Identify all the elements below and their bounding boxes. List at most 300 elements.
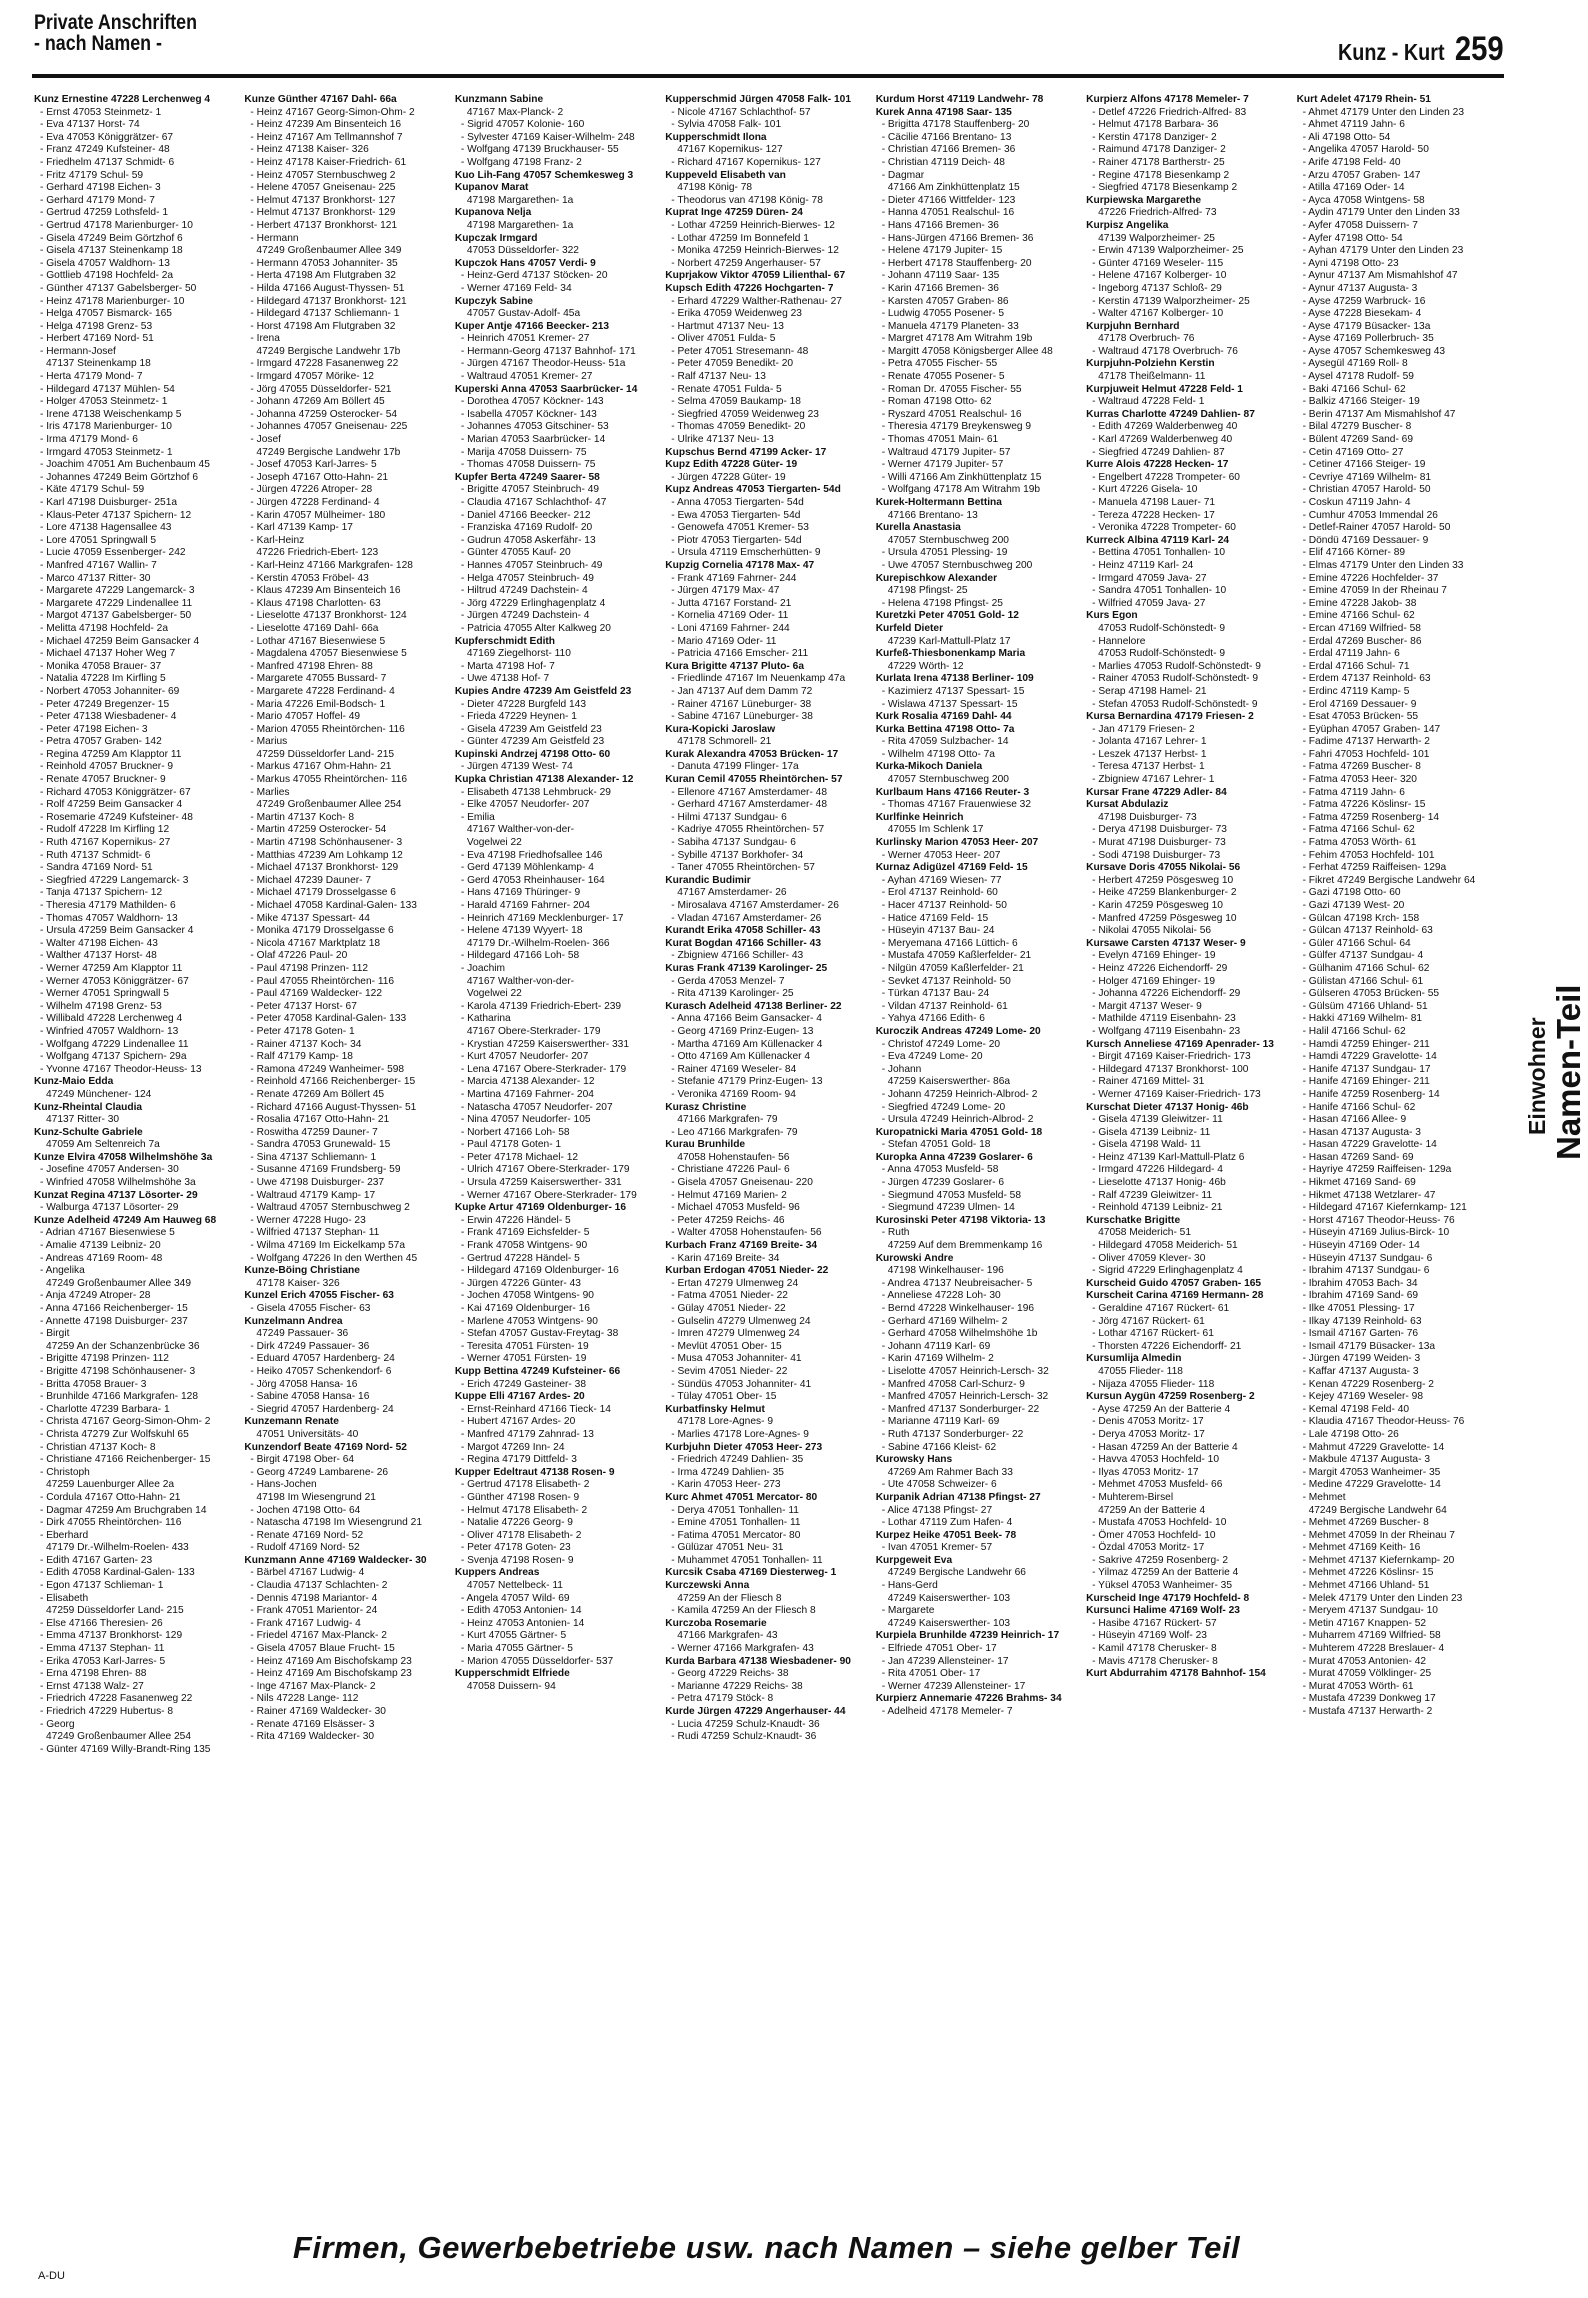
directory-entry-heading: Kupke Artur 47169 Oldenburger- 16 [454, 1202, 627, 1214]
directory-entry-heading: Kuppers Andreas [454, 1567, 540, 1579]
directory-entry: - Detlef-Rainer 47057 Harold- 50 [1302, 522, 1451, 534]
directory-entry: - Erdem 47137 Reinhold- 63 [1302, 673, 1431, 685]
directory-entry-heading: Kunzat Regina 47137 Lösorter- 29 [34, 1189, 198, 1201]
directory-entry: - Lothar 47259 Heinrich-Bierwes- 12 [671, 219, 835, 231]
directory-entry: - Mehmet [1302, 1491, 1346, 1503]
directory-entry: - Martha 47169 Am Küllenacker 4 [671, 1038, 823, 1050]
directory-entry: - Norbert 47166 Loh- 58 [460, 1126, 570, 1138]
directory-entry: - Werner 47053 Heer- 207 [881, 849, 1001, 861]
directory-entry: - Friedrich 47249 Dahlien- 35 [671, 1454, 804, 1466]
directory-entry-heading: Kurfeld Dieter [875, 622, 944, 634]
directory-entry-heading: Kunzel Erich 47055 Fischer- 63 [244, 1290, 394, 1302]
directory-entry: 47166 Markgrafen- 79 [677, 1114, 778, 1126]
directory-entry: 47269 Am Rahmer Bach 33 [887, 1466, 1013, 1478]
directory-entry-heading: Kurandic Budimir [665, 874, 751, 886]
directory-entry: - Ralf 47239 Gleiwitzer- 11 [1092, 1189, 1212, 1201]
directory-entry: - Jörg 47058 Hansa- 16 [250, 1378, 358, 1390]
directory-entry: - Aynur 47137 Augusta- 3 [1302, 282, 1418, 294]
directory-entry: - Edith 47167 Garten- 23 [40, 1554, 153, 1566]
directory-entry: - Reinhold 47057 Bruckner- 9 [40, 761, 174, 773]
directory-entry: - Gisela 47198 Wald- 11 [1092, 1139, 1201, 1151]
directory-entry: - Wilfried 47137 Stephan- 11 [250, 1227, 380, 1239]
directory-entry-heading: Kurowsky Hans [875, 1454, 953, 1466]
directory-entry: - Renate 47051 Fulda- 5 [671, 383, 782, 395]
directory-entry: - Helmut 47178 Elisabeth- 2 [460, 1504, 588, 1516]
directory-entry: - Erdal 47269 Buscher- 86 [1302, 635, 1422, 647]
directory-entry: Vogelwei 22 [466, 988, 522, 1000]
directory-entry-heading: Kupinski Andrzej 47198 Otto- 60 [454, 748, 611, 760]
directory-entry: - Derya 47053 Moritz- 17 [1092, 1428, 1205, 1440]
directory-entry: 47166 Brentano- 13 [887, 509, 978, 521]
directory-entry-heading: Kurdum Horst 47119 Landwehr- 78 [875, 94, 1044, 105]
directory-entry: - Manfred 47198 Ehren- 88 [250, 660, 373, 672]
directory-entry: - Ali 47198 Otto- 54 [1302, 131, 1391, 143]
directory-entry: - Veronika 47169 Room- 94 [671, 1088, 796, 1100]
directory-entry: - Otto 47169 Am Küllenacker 4 [671, 1051, 811, 1063]
directory-entry: - Ilke 47051 Plessing- 17 [1302, 1303, 1415, 1314]
directory-entry-heading: Kupanova Nelja [454, 207, 532, 219]
directory-entry: - Ilyas 47053 Moritz- 17 [1092, 1466, 1199, 1478]
directory-entry: - Engelbert 47228 Trompeter- 60 [1092, 471, 1240, 483]
directory-entry-heading: Kuprat Inge 47259 Düren- 24 [665, 207, 803, 219]
directory-entry: - Peter 47198 Eichen- 3 [40, 723, 148, 735]
directory-entry: - Edith 47053 Antonien- 14 [460, 1605, 582, 1617]
directory-entry: - Werner 47167 Obere-Sterkrader- 179 [460, 1189, 637, 1201]
directory-entry: - Hans-Jochen [250, 1479, 317, 1491]
directory-entry-heading: Kurpjuhn Bernhard [1086, 320, 1180, 332]
directory-entry: - Wolfgang 47139 Bruckhauser- 55 [460, 144, 619, 156]
directory-entry: - Manfred 47057 Heinrich-Lersch- 32 [881, 1391, 1049, 1403]
directory-entry-heading: Kuperski Anna 47053 Saarbrücker- 14 [454, 383, 638, 395]
directory-entry: - Fadime 47137 Herwarth- 2 [1302, 736, 1430, 748]
directory-entry: - Inge 47167 Max-Planck- 2 [250, 1680, 376, 1692]
directory-entry: 47169 Ziegelhorst- 110 [466, 648, 571, 660]
directory-entry: - Fatma 47166 Schul- 62 [1302, 824, 1415, 836]
directory-entry: - Egon 47137 Schlieman- 1 [40, 1580, 164, 1592]
directory-entry: - Michael 47137 Hoher Weg 7 [40, 648, 176, 660]
directory-entry: - Sandra 47053 Grunewald- 15 [250, 1139, 391, 1151]
directory-entry: - Gazi 47139 West- 20 [1302, 900, 1405, 911]
directory-entry: - Irmgard 47057 Mörike- 12 [250, 371, 374, 383]
directory-entry-heading: Kursar Frane 47229 Adler- 84 [1086, 786, 1227, 798]
directory-entry: - Walburga 47137 Lösorter- 29 [40, 1202, 179, 1214]
directory-entry: - Günter 47239 Am Geistfeld 23 [460, 736, 605, 748]
directory-entry: - Fahri 47053 Hochfeld- 101 [1302, 748, 1430, 760]
directory-entry: - Gülüzar 47051 Neu- 31 [671, 1542, 784, 1554]
directory-entry: - Irmgard 47226 Hildegard- 4 [1092, 1164, 1223, 1176]
directory-entry: - Hüseyin 47137 Bau- 24 [881, 925, 995, 937]
directory-entry: - Ertan 47279 Ulmenweg 24 [671, 1277, 799, 1289]
directory-entry: - Werner 47051 Fürsten- 19 [460, 1353, 587, 1365]
directory-entry: - Natalie 47226 Georg- 9 [460, 1517, 573, 1529]
directory-entry-heading: Kupka Christian 47138 Alexander- 12 [454, 774, 634, 786]
directory-entry: - Herta 47198 Am Flutgraben 32 [250, 270, 396, 282]
directory-entry: 47178 Overbruch- 76 [1098, 333, 1195, 345]
directory-entry: - Johannes 47057 Gneisenau- 225 [250, 421, 408, 433]
directory-entry: - Aysegül 47169 Roll- 8 [1302, 358, 1408, 370]
directory-entry: - Thomas 47059 Benedikt- 20 [671, 421, 806, 433]
directory-entry: - Sigrid 47229 Erlinghagenplatz 4 [1092, 1265, 1243, 1277]
directory-entry: - Johannes 47053 Gitschiner- 53 [460, 421, 609, 433]
directory-entry: - Heinz 47226 Eichendorff- 29 [1092, 962, 1228, 974]
directory-entry: - Sabine 47058 Hansa- 16 [250, 1391, 370, 1403]
directory-entry: - Halil 47166 Schul- 62 [1302, 1025, 1406, 1037]
directory-entry: - Margarete 47055 Bussard- 7 [250, 673, 387, 685]
directory-entry: - Manfred 47167 Wallin- 7 [40, 559, 157, 571]
directory-entry: - Lore 47051 Springwall 5 [40, 534, 157, 546]
directory-entry: - Erdal 47166 Schul- 71 [1302, 660, 1410, 672]
directory-entry: - Wilfried 47059 Java- 27 [1092, 597, 1206, 609]
directory-entry: - Aynur 47137 Am Mismahlshof 47 [1302, 270, 1458, 282]
directory-entry: - Norbert 47259 Angerhauser- 57 [671, 257, 821, 269]
directory-entry-heading: Kupper Edeltraut 47138 Rosen- 9 [454, 1466, 615, 1478]
directory-entry: - Ismail 47179 Büsacker- 13a [1302, 1340, 1436, 1352]
directory-entry: - Mehmet 47166 Uhland- 51 [1302, 1580, 1430, 1592]
directory-entry: - Alice 47138 Pfingst- 27 [881, 1504, 993, 1516]
directory-entry-heading: Kuo Lih-Fang 47057 Schemkesweg 3 [454, 169, 634, 181]
directory-entry: - Hamdi 47229 Gravelotte- 14 [1302, 1051, 1437, 1063]
directory-entry: - Oliver 47051 Fulda- 5 [671, 333, 776, 345]
directory-entry: - Thomas 47057 Waldhorn- 13 [40, 912, 178, 924]
directory-entry: - Christiane 47226 Paul- 6 [671, 1164, 790, 1176]
directory-entry: 47249 Kaiserswerther- 103 [887, 1617, 1011, 1629]
directory-entry: - Metin 47167 Knappen- 52 [1302, 1617, 1427, 1629]
directory-entry: - Amalie 47139 Leibniz- 20 [40, 1240, 161, 1252]
directory-entry: - Werner 47239 Allensteiner- 17 [881, 1680, 1026, 1692]
directory-entry: - Emma 47137 Stephan- 11 [40, 1643, 165, 1655]
directory-entry: - Ramona 47249 Wanheimer- 598 [250, 1063, 405, 1075]
directory-entry: - Hikmet 47169 Sand- 69 [1302, 1177, 1416, 1189]
directory-entry: - Josef [250, 434, 281, 446]
directory-entry-heading: Kurandt Erika 47058 Schiller- 43 [665, 925, 821, 937]
directory-entry: - Friedel 47167 Max-Planck- 2 [250, 1630, 387, 1642]
directory-entry: - Helene 47139 Wyyert- 18 [460, 925, 583, 937]
directory-entry: 47053 Düsseldorfer- 322 [466, 245, 579, 257]
directory-entry: - Friedhelm 47137 Schmidt- 6 [40, 156, 175, 168]
directory-entry: - Irene 47138 Weischenkamp 5 [40, 408, 182, 420]
directory-entry: - Annette 47198 Duisburger- 237 [40, 1315, 188, 1327]
directory-entry: 47137 Ritter- 30 [46, 1114, 120, 1126]
directory-entry: - Mirosalava 47167 Amsterdamer- 26 [671, 900, 839, 911]
directory-entry: - Nina 47057 Neudorfer- 105 [460, 1114, 591, 1126]
directory-entry: - Friedrich 47229 Hubertus- 8 [40, 1706, 174, 1717]
directory-entry: - Hamdi 47259 Ehinger- 211 [1302, 1038, 1430, 1050]
directory-entry: - Hanife 47166 Schul- 62 [1302, 1101, 1416, 1113]
directory-entry: - Heinz 47167 Georg-Simon-Ohm- 2 [250, 106, 415, 118]
directory-entry-heading: Kurpjuweit Helmut 47228 Feld- 1 [1086, 383, 1243, 395]
directory-entry: - Svenja 47198 Rosen- 9 [460, 1554, 574, 1566]
directory-entry: - Günter 47169 Weseler- 115 [1092, 257, 1224, 269]
directory-entry: - Jürgen 47179 Max- 47 [671, 585, 780, 597]
directory-entry: - Fatma 47053 Heer- 320 [1302, 774, 1417, 786]
directory-entry: - Ibrahim 47169 Sand- 69 [1302, 1290, 1419, 1302]
directory-entry: - Sandra 47169 Nord- 51 [40, 862, 153, 874]
directory-entry-heading: Kunze Adelheid 47249 Am Hauweg 68 [34, 1214, 217, 1226]
directory-entry: - Ayse 47057 Schemkesweg 43 [1302, 345, 1446, 357]
directory-entry: - Isabella 47057 Köckner- 143 [460, 408, 597, 420]
directory-entry: - Waltraud 47179 Jupiter- 57 [881, 446, 1011, 458]
directory-entry: - Werner 47169 Feld- 34 [460, 282, 572, 294]
directory-entry: - Sevim 47051 Nieder- 22 [671, 1365, 788, 1377]
directory-entry: - Hildegard 47137 Schliemann- 1 [250, 308, 400, 320]
directory-entry: - Kenan 47229 Rosenberg- 2 [1302, 1378, 1434, 1390]
directory-columns [34, 94, 1499, 2196]
directory-entry-heading: Kurasch Adelheid 47138 Berliner- 22 [665, 1000, 842, 1012]
directory-entry: - Lothar 47119 Zum Hafen- 4 [881, 1517, 1013, 1529]
directory-entry: - Martin 47137 Koch- 8 [250, 811, 355, 823]
directory-entry: - Hermann 47053 Johanniter- 35 [250, 257, 398, 269]
directory-entry: - Gerhard 47167 Amsterdamer- 48 [671, 799, 827, 811]
directory-column-2 [244, 94, 446, 2196]
directory-entry: - Günther 47198 Rosen- 9 [460, 1491, 580, 1503]
directory-entry: - Ivan 47051 Kremer- 57 [881, 1542, 993, 1554]
directory-entry: - Gülay 47051 Nieder- 22 [671, 1303, 786, 1314]
directory-entry: - Christof 47249 Lome- 20 [881, 1038, 1001, 1050]
directory-entry: - Frank 47167 Ludwig- 4 [250, 1617, 361, 1629]
directory-entry: - Leszek 47137 Herbst- 1 [1092, 748, 1207, 760]
directory-entry: - Klaudia 47167 Theodor-Heuss- 76 [1302, 1416, 1465, 1428]
directory-entry: 47166 Markgrafen- 43 [677, 1630, 778, 1642]
directory-entry: - Werner 47051 Springwall 5 [40, 988, 169, 1000]
directory-entry: - Sylvester 47169 Kaiser-Wilhelm- 248 [460, 131, 635, 143]
directory-entry: - Jan 47179 Friesen- 2 [1092, 723, 1195, 735]
directory-entry: - Muhammet 47051 Tonhallen- 11 [671, 1554, 823, 1566]
directory-entry: - Hannes 47057 Steinbruch- 49 [460, 559, 603, 571]
directory-entry: - Franz 47249 Kufsteiner- 48 [40, 144, 170, 156]
directory-entry: - Ruth 47167 Kopernikus- 27 [40, 837, 171, 849]
directory-entry: - Thorsten 47226 Eichendorff- 21 [1092, 1340, 1242, 1352]
directory-entry: - Hüseyin 47169 Wolf- 23 [1092, 1630, 1207, 1642]
directory-entry: - Anna 47053 Musfeld- 58 [881, 1164, 999, 1176]
directory-entry: - Christa 47167 Georg-Simon-Ohm- 2 [40, 1416, 211, 1428]
directory-entry-heading: Kurreck Albina 47119 Karl- 24 [1086, 534, 1230, 546]
directory-entry: - Rainer 47178 Bartherstr- 25 [1092, 156, 1225, 168]
directory-entry: - Marlies 47178 Lore-Agnes- 9 [671, 1428, 809, 1440]
directory-entry: - Wolfgang 47137 Spichern- 29a [40, 1051, 187, 1063]
directory-entry: - Manfred 47179 Zahnrad- 13 [460, 1428, 594, 1440]
directory-entry: - Marion 47055 Düsseldorfer- 537 [460, 1655, 614, 1667]
directory-entry: - Erich 47249 Gasteiner- 38 [460, 1378, 586, 1390]
directory-entry: - Sabine 47166 Kleist- 62 [881, 1441, 997, 1453]
directory-entry: - Oliver 47059 Klever- 30 [1092, 1252, 1206, 1264]
directory-entry: - Martin 47259 Osterocker- 54 [250, 824, 387, 836]
directory-entry: - Teresa 47137 Herbst- 1 [1092, 761, 1205, 773]
directory-entry: - Wolfgang 47198 Franz- 2 [460, 156, 582, 168]
directory-entry: - Hatice 47169 Feld- 15 [881, 912, 989, 924]
directory-entry: - Charlotte 47239 Barbara- 1 [40, 1403, 170, 1415]
directory-entry: - Peter 47178 Goten- 1 [250, 1025, 355, 1037]
directory-entry: 47167 Walther-von-der- [466, 975, 575, 987]
directory-entry: - Martina 47169 Fahrner- 204 [460, 1088, 594, 1100]
directory-entry: - Margitt 47058 Königsberger Allee 48 [881, 345, 1053, 357]
directory-entry: - Regine 47178 Biesenkamp 2 [1092, 169, 1230, 181]
directory-entry: - Gülistan 47166 Schul- 61 [1302, 975, 1424, 987]
directory-entry: 47179 Dr.-Wilhelm-Roelen- 433 [46, 1542, 189, 1554]
directory-entry: - Rolf 47259 Beim Gansacker 4 [40, 799, 183, 811]
directory-entry-heading: Kuretzki Peter 47051 Gold- 12 [875, 610, 1019, 622]
directory-entry: - Eva 47198 Friedhofsallee 146 [460, 849, 603, 861]
directory-entry: - Lena 47167 Obere-Sterkrader- 179 [460, 1063, 627, 1075]
directory-entry: - Regina 47179 Dittfeld- 3 [460, 1454, 577, 1466]
directory-entry-heading: Kursumlija Almedin [1086, 1353, 1182, 1365]
directory-entry-heading: Kurlfinke Heinrich [875, 811, 964, 823]
directory-entry: - Natascha 47198 Im Wiesengrund 21 [250, 1517, 423, 1529]
directory-entry: - Jochen 47198 Otto- 64 [250, 1504, 361, 1516]
directory-entry: 47259 Auf dem Bremmenkamp 16 [887, 1240, 1043, 1252]
directory-entry: - Hans-Jürgen 47166 Bremen- 36 [881, 232, 1034, 244]
directory-entry: - Kerstin 47053 Fröbel- 43 [250, 572, 369, 584]
directory-entry: - Gülfer 47137 Sundgau- 4 [1302, 950, 1424, 962]
directory-entry: - Helga 47198 Grenz- 53 [40, 320, 153, 332]
directory-entry: 47249 Bergische Landwehr 64 [1308, 1504, 1447, 1516]
directory-entry: - Ismail 47167 Garten- 76 [1302, 1328, 1419, 1340]
directory-entry: - Nikolai 47055 Nikolai- 56 [1092, 925, 1212, 937]
directory-entry: 47259 Lauenburger Allee 2a [46, 1479, 175, 1491]
directory-entry: - Denis 47053 Moritz- 17 [1092, 1416, 1204, 1428]
directory-entry: - Werner 47259 Am Klapptor 11 [40, 962, 183, 974]
directory-entry: - Christa 47279 Zur Wolfskuhl 65 [40, 1428, 189, 1440]
directory-entry: - Adelheid 47178 Memeler- 7 [881, 1706, 1013, 1717]
directory-entry: - Michael 47053 Musfeld- 96 [671, 1202, 800, 1214]
directory-entry: - Michael 47179 Drosselgasse 6 [250, 887, 396, 899]
directory-entry: - Melitta 47198 Hochfeld- 2a [40, 622, 168, 634]
directory-entry: - Mario 47169 Oder- 11 [671, 635, 777, 647]
directory-entry: - Rudolf 47228 Im Kirfling 12 [40, 824, 170, 836]
directory-entry: - Eberhard [40, 1529, 89, 1541]
directory-entry: - Birgit 47198 Ober- 64 [250, 1454, 355, 1466]
directory-entry: - Jürgen 47249 Dachstein- 4 [460, 610, 590, 622]
directory-entry: - Johann 47119 Karl- 69 [881, 1340, 991, 1352]
directory-entry: - Wislawa 47137 Spessart- 15 [881, 698, 1018, 710]
directory-entry: - Jürgen 47199 Weiden- 3 [1302, 1353, 1421, 1365]
directory-entry: - Rita 47051 Ober- 17 [881, 1668, 981, 1680]
directory-entry: - Waltraud 47057 Sternbuschweg 2 [250, 1202, 410, 1214]
directory-entry: 47249 Passauer- 36 [256, 1328, 349, 1340]
directory-entry: - Claudia 47137 Schlachten- 2 [250, 1580, 388, 1592]
directory-entry: - Lieselotte 47137 Honig- 46b [1092, 1177, 1226, 1189]
directory-entry: 47178 Lore-Agnes- 9 [677, 1416, 773, 1428]
directory-entry: - Zbigniew 47166 Schiller- 43 [671, 950, 804, 962]
directory-entry: - Irena [250, 333, 280, 345]
directory-entry: - Britta 47058 Brauer- 3 [40, 1378, 147, 1390]
directory-entry: - Hermann-Josef [40, 345, 116, 357]
directory-entry: - Angelika 47057 Harold- 50 [1302, 144, 1429, 156]
directory-entry: - Winfried 47057 Waldhorn- 13 [40, 1025, 179, 1037]
directory-entry: - Anna 47166 Beim Gansacker- 4 [671, 1013, 822, 1025]
directory-entry: 47058 Duissern- 94 [466, 1680, 556, 1692]
directory-entry: - Margit 47053 Wanheimer- 35 [1302, 1466, 1441, 1478]
directory-entry-heading: Kupanov Marat [454, 182, 529, 194]
directory-entry: - Eva 47053 Königgrätzer- 67 [40, 131, 174, 143]
directory-entry: - Ursula 47119 Emscherhütten- 9 [671, 547, 821, 559]
directory-entry: 47167 Walther-von-der- [466, 824, 575, 836]
directory-entry: - Manuela 47198 Lauer- 71 [1092, 497, 1216, 508]
directory-entry: - Kejey 47169 Weseler- 98 [1302, 1391, 1423, 1403]
directory-entry: 47167 Kopernikus- 127 [677, 144, 783, 156]
directory-entry: - Arife 47198 Feld- 40 [1302, 156, 1401, 168]
directory-entry-heading: Kurschat Dieter 47137 Honig- 46b [1086, 1101, 1249, 1113]
directory-entry: - Ömer 47053 Hochfeld- 10 [1092, 1529, 1216, 1541]
directory-entry-heading: Kunz-Rheintal Claudia [34, 1101, 143, 1113]
directory-entry: - Geraldine 47167 Rückert- 61 [1092, 1303, 1230, 1314]
directory-entry: - Markus 47055 Rheintörchen- 116 [250, 774, 408, 786]
directory-entry: - Heinz 47169 Am Bischofskamp 23 [250, 1655, 412, 1667]
directory-entry: - Johann 47269 Am Böllert 45 [250, 396, 385, 408]
directory-entry: - Medine 47229 Gravelotte- 14 [1302, 1479, 1441, 1491]
directory-entry: - Oliver 47178 Elisabeth- 2 [460, 1529, 582, 1541]
directory-entry: - Magdalena 47057 Biesenwiese 5 [250, 648, 407, 660]
directory-entry: - Karl 47198 Duisburger- 251a [40, 497, 178, 508]
directory-entry: - Havva 47053 Hochfeld- 10 [1092, 1454, 1219, 1466]
directory-entry-heading: Kupz Andreas 47053 Tiergarten- 54d [665, 484, 841, 496]
directory-entry: - Fatma 47051 Nieder- 22 [671, 1290, 788, 1302]
directory-entry: - Tanja 47137 Spichern- 12 [40, 887, 163, 899]
directory-entry: - Karola 47139 Friedrich-Ebert- 239 [460, 1000, 622, 1012]
directory-entry-heading: Kurpierz Alfons 47178 Memeler- 7 [1086, 94, 1249, 105]
directory-entry: - Ernst 47138 Walz- 27 [40, 1680, 144, 1692]
directory-entry: 47167 Max-Planck- 2 [466, 106, 564, 118]
directory-entry-heading: Kuppeveld Elisabeth van [665, 169, 786, 181]
directory-entry: - Yüksel 47053 Wanheimer- 35 [1092, 1580, 1233, 1592]
directory-entry: - Karin 47053 Heer- 273 [671, 1479, 781, 1491]
directory-entry: - Meryemana 47166 Lüttich- 6 [881, 937, 1018, 949]
directory-entry: - Josef 47053 Karl-Jarres- 5 [250, 459, 377, 471]
directory-entry: - Güler 47166 Schul- 64 [1302, 937, 1411, 949]
directory-entry: 47058 Hohenstaufen- 56 [677, 1151, 790, 1163]
directory-entry: 47259 Kaiserswerther- 86a [887, 1076, 1011, 1088]
directory-entry: - Martin 47198 Schönhausener- 3 [250, 837, 403, 849]
directory-entry: - Jürgen 47167 Theodor-Heuss- 51a [460, 358, 626, 370]
directory-entry: - Erol 47169 Dessauer- 9 [1302, 698, 1417, 710]
directory-entry: 47249 Großenbaumer Allee 349 [256, 245, 402, 257]
directory-entry: - Marlies 47053 Rudolf-Schönstedt- 9 [1092, 660, 1261, 672]
directory-entry: - Murat 47059 Völklinger- 25 [1302, 1668, 1432, 1680]
directory-entry: - Wolfgang 47178 Am Witrahm 19b [881, 484, 1041, 496]
directory-entry: - Waltraud 47228 Feld- 1 [1092, 396, 1205, 408]
directory-entry: - Hildegard 47167 Kiefernkamp- 121 [1302, 1202, 1467, 1214]
directory-entry: - Regina 47259 Am Klapptor 11 [40, 748, 182, 760]
directory-entry: - Heinz 47119 Karl- 24 [1092, 559, 1194, 571]
directory-entry-heading: Kurscheit Carina 47169 Hermann- 28 [1086, 1290, 1264, 1302]
directory-entry: - Hüseyin 47169 Julius-Birck- 10 [1302, 1227, 1450, 1239]
directory-entry-heading: Kurat Bogdan 47166 Schiller- 43 [665, 937, 821, 949]
directory-entry-heading: Kuran Cemil 47055 Rheintörchen- 57 [665, 774, 843, 786]
directory-entry: - Nilgün 47059 Kaßlerfelder- 21 [881, 962, 1024, 974]
directory-entry: - Helga 47057 Bismarck- 165 [40, 308, 172, 320]
directory-entry-heading: Kuras Frank 47139 Karolinger- 25 [665, 962, 828, 974]
section-title-line1: Private Anschriften [34, 11, 198, 34]
directory-entry: 47198 Duisburger- 73 [1098, 811, 1197, 823]
directory-entry: - Katharina [460, 1013, 511, 1025]
directory-entry-heading: Kuper Antje 47166 Beecker- 213 [454, 320, 610, 332]
directory-entry: - Hanna 47051 Realschul- 16 [881, 207, 1015, 219]
directory-entry: - Emilia [460, 811, 495, 823]
directory-entry-heading: Kupschus Bernd 47199 Acker- 17 [665, 446, 827, 458]
directory-entry: - Klaus 47198 Charlotten- 63 [250, 597, 381, 609]
directory-entry-heading: Kuropatnicki Maria 47051 Gold- 18 [875, 1126, 1043, 1138]
directory-entry: - Hanife 47137 Sundgau- 17 [1302, 1063, 1431, 1075]
directory-entry: - Horst 47198 Am Flutgraben 32 [250, 320, 396, 332]
directory-entry: - Monika 47058 Brauer- 37 [40, 660, 162, 672]
directory-entry: - Sabine 47167 Lüneburger- 38 [671, 711, 813, 723]
directory-entry-heading: Kurscheid Inge 47179 Hochfeld- 8 [1086, 1592, 1250, 1604]
directory-entry: - Heiko 47057 Schenkendorf- 6 [250, 1365, 392, 1377]
directory-entry: - Elke 47057 Neudorfer- 207 [460, 799, 590, 811]
directory-entry-heading: Kurczewski Anna [665, 1580, 750, 1592]
directory-entry: - Gertrud 47259 Lothsfeld- 1 [40, 207, 168, 219]
directory-entry: - Ilkay 47139 Reinhold- 63 [1302, 1315, 1422, 1327]
directory-entry: - Kai 47169 Oldenburger- 16 [460, 1303, 590, 1314]
